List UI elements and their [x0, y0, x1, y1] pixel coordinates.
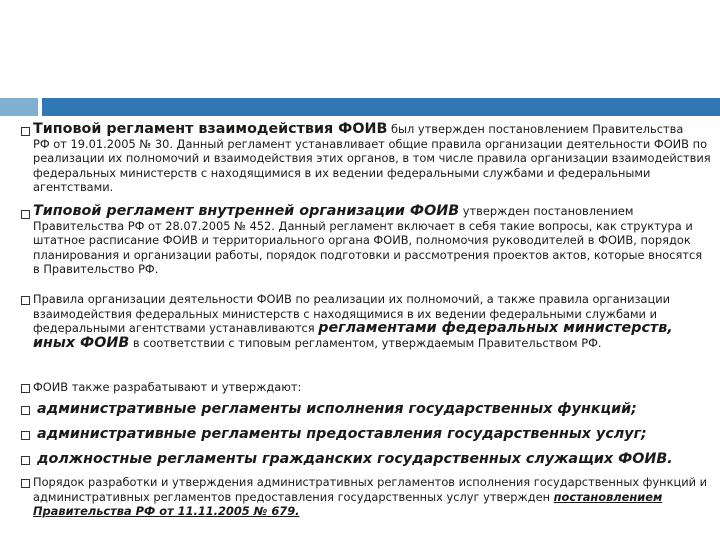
list-item-inline: был утвержден постановлением Правительства — [387, 122, 684, 136]
list-item-text — [33, 292, 711, 350]
list-item-text-a: Правила организации деятельности ФОИВ по реализации их полномочий, а также правила организации взаимодействия федеральных министерств с находящимися в их ведении федеральными службами и федеральными агентствами устанавливаются — [33, 292, 671, 336]
square-bullet-icon — [21, 456, 30, 465]
square-bullet-icon — [21, 296, 30, 305]
square-bullet-icon — [21, 384, 30, 393]
list-item-text: административные регламенты предоставления государственных услуг; — [37, 426, 647, 442]
square-bullet-icon — [21, 431, 30, 440]
square-bullet-icon — [21, 210, 30, 219]
list-item-text — [33, 122, 711, 195]
list-item-emphasis: регламентами федеральных министерств, иных ФОИВ — [33, 320, 673, 351]
list-item-text — [33, 475, 711, 519]
square-bullet-icon — [21, 406, 30, 415]
square-bullet-icon — [21, 479, 30, 488]
list-item-inline: утвержден постановлением — [459, 204, 634, 218]
list-item-text: ФОИВ также разрабатывают и утверждают: — [33, 380, 302, 394]
list-item-text: должностные регламенты гражданских государственных служащих ФОИВ. — [37, 451, 673, 467]
list-item-text-a: Порядок разработки и утверждения административных регламентов исполнения государственных функций и административных регламентов предоставления государственных услуг утвержден — [33, 475, 708, 504]
list-item-body: РФ от 19.01.2005 № 30. Данный регламент устанавливает общие правила организации деятельности ФОИВ по реализации их полномочий и взаимодействия этих органов, в том числе правила организации взаимодействия федеральных министерств с находящимися в их ведении федеральными службами и федеральными агентствами. — [33, 136, 711, 195]
list-item-lead: Типовой регламент взаимодействия ФОИВ — [33, 121, 388, 137]
square-bullet-icon — [21, 127, 30, 136]
list-item-text: административные регламенты исполнения государственных функций; — [37, 401, 637, 417]
list-item-body: Правительства РФ от 28.07.2005 № 452. Данный регламент включает в себя такие вопросы, как структура и штатное расписание ФОИВ и территориального органа ФОИВ, полномочия руководителей в ФОИВ, порядок планирования и организации работы, порядок подготовки и рассмотрения проектов актов, которые вносятся в Правительство РФ. — [33, 218, 703, 277]
header-accent-bar-dark — [42, 98, 720, 116]
list-item-lead: Типовой регламент внутренней организации ФОИВ — [33, 203, 460, 219]
list-item-emphasis: постановлением Правительства РФ от 11.11.2005 № 679. — [33, 489, 663, 519]
header-accent-bar — [0, 98, 720, 116]
list-item-text — [33, 204, 711, 277]
list-item-text-b: в соответствии с типовым регламентом, утверждаемым Правительством РФ. — [129, 335, 602, 350]
header-accent-bar-light — [0, 98, 38, 116]
